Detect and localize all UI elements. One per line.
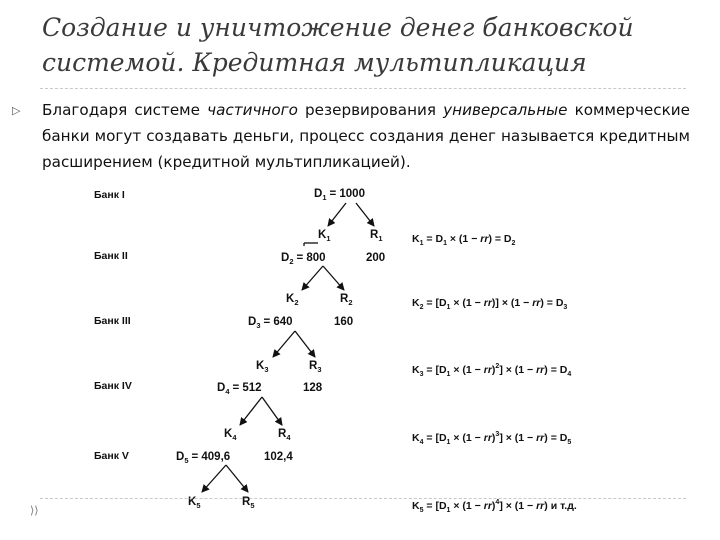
credit-k4: $K_4$ bbox=[224, 428, 237, 442]
formula-k5: $K_5 = [D_1 \times (1 - rr)^4] \times (1 - rr)$ и т.д. bbox=[412, 499, 577, 514]
credit-k3: $K_3$ bbox=[256, 360, 269, 374]
deposit-d3: $D_3 = 640$ bbox=[248, 316, 293, 330]
arrow-d1-k1 bbox=[328, 203, 346, 226]
bullet-triangle-icon: ▷ bbox=[12, 104, 21, 117]
arrow-d2-k2 bbox=[302, 266, 323, 290]
reserve-value-1: 200 bbox=[366, 252, 386, 264]
reserve-value-3: 128 bbox=[303, 382, 323, 394]
credit-k5: $K_5$ bbox=[188, 496, 201, 510]
reserve-value-4: 102,4 bbox=[264, 451, 293, 463]
arrow-d3-r3 bbox=[295, 331, 315, 357]
formula-k4: $K_4 = [D_1 \times (1 - rr)^3] \times (1 - rr) = D_5$ bbox=[412, 431, 572, 446]
bank-label-2: Банк II bbox=[94, 250, 128, 262]
bank-label-4: Банк IV bbox=[94, 380, 132, 392]
arrow-d1-r1 bbox=[356, 203, 374, 226]
bank-label-3: Банк III bbox=[94, 315, 131, 327]
arrow-d4-r4 bbox=[262, 397, 282, 425]
deposit-d1: $D_1 = 1000$ bbox=[314, 188, 365, 202]
title-line-1: Создание и уничтожение денег банковской bbox=[42, 13, 634, 42]
reserve-r3: $R_3$ bbox=[309, 360, 322, 374]
arrow-d2-r2 bbox=[323, 266, 344, 290]
deposit-d4: $D_4 = 512$ bbox=[217, 382, 262, 396]
intro-paragraph: Благодаря системе частичного резервирования универсальные коммерческие банки могут создавать деньги, процесс создания денег называется кредитным расширением (кредитной мультипликацией). bbox=[42, 101, 691, 171]
bank-label-5: Банк V bbox=[94, 450, 129, 462]
arrow-d3-k3 bbox=[273, 331, 295, 357]
reserve-r1: $R_1$ bbox=[370, 229, 383, 243]
bank-label-1: Банк I bbox=[94, 189, 125, 201]
formula-k2: $K_2 = [D_1 \times (1 - rr)] \times (1 - rr) = D_3$ bbox=[412, 297, 568, 311]
arrow-d5-r5 bbox=[226, 465, 248, 492]
deposit-d2: $D_2 = 800$ bbox=[281, 252, 326, 266]
formula-k1: $K_1 = D_1 \times (1 - rr) = D_2$ bbox=[412, 233, 516, 247]
reserve-r2: $R_2$ bbox=[340, 293, 353, 307]
formula-k3: $K_3 = [D_1 \times (1 - rr)^2] \times (1 - rr) = D_4$ bbox=[412, 363, 572, 378]
reserve-r4: $R_4$ bbox=[278, 428, 291, 442]
credit-k2: $K_2$ bbox=[286, 293, 299, 307]
footer-divider bbox=[40, 498, 686, 499]
arrow-d4-k4 bbox=[240, 397, 262, 425]
deposit-d5: $D_5 = 409,6$ bbox=[176, 451, 231, 465]
nav-double-arrow-icon[interactable]: ⟩⟩ bbox=[30, 504, 39, 517]
reserve-value-2: 160 bbox=[334, 316, 354, 328]
reserve-r5: $R_5$ bbox=[242, 496, 255, 510]
title-line-2: системой. Кредитная мультипликация bbox=[42, 48, 587, 77]
credit-k1: $K_1$ bbox=[318, 229, 331, 243]
arrow-d5-k5 bbox=[202, 465, 226, 492]
tree-arrows bbox=[202, 203, 374, 492]
